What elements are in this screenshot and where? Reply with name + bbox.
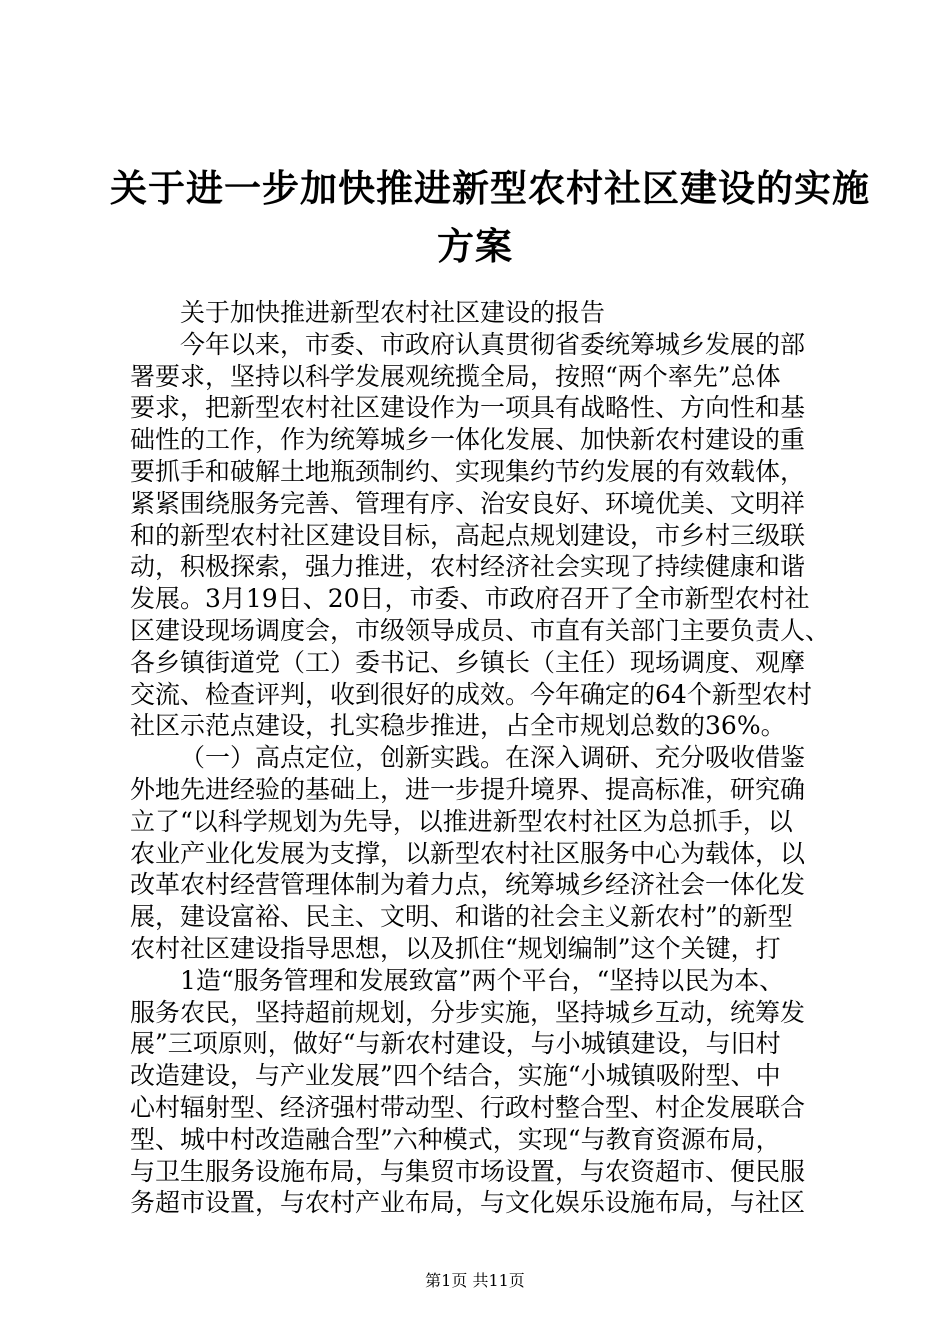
text-line: 与卫生服务设施布局，与集贸市场设置，与农资超市、便民服 xyxy=(130,1156,806,1186)
text-line: 服务农民，坚持超前规划，分步实施，坚持城乡互动，统筹发 xyxy=(130,997,806,1027)
text-line: 要求，把新型农村社区建设作为一项具有战略性、方向性和基 xyxy=(130,393,806,423)
document-title-line-2: 方案 xyxy=(437,225,513,268)
text-line: 关于加快推进新型农村社区建设的报告 xyxy=(180,298,606,327)
text-line: 展，建设富裕、民主、文明、和谐的社会主义新农村”的新型 xyxy=(130,902,793,932)
text-line: 区建设现场调度会，市级领导成员、市直有关部门主要负责人、 xyxy=(130,615,831,645)
text-line: 务超市设置，与农村产业布局，与文化娱乐设施布局，与社区 xyxy=(130,1188,806,1218)
text-line: 础性的工作，作为统筹城乡一体化发展、加快新农村建设的重 xyxy=(130,425,806,455)
document-body xyxy=(130,297,830,1219)
text-line: 社区示范点建设，扎实稳步推进，占全市规划总数的36%。 xyxy=(130,711,786,741)
text-line: 展”三项原则，做好“与新农村建设，与小城镇建设，与旧村 xyxy=(130,1029,781,1059)
text-line: 改造建设，与产业发展”四个结合，实施“小城镇吸附型、中 xyxy=(130,1061,781,1091)
text-line: 各乡镇街道党（工）委书记、乡镇长（主任）现场调度、观摩 xyxy=(130,647,806,677)
text-line: 交流、检查评判，收到很好的成效。今年确定的64个新型农村 xyxy=(130,679,812,709)
text-line: 今年以来，市委、市政府认真贯彻省委统筹城乡发展的部 xyxy=(180,329,806,359)
text-line: 立了“以科学规划为先导，以推进新型农村社区为总抓手，以 xyxy=(130,806,793,836)
text-line: 发展。3月19日、20日，市委、市政府召开了全市新型农村社 xyxy=(130,584,810,614)
text-line: （一）高点定位，创新实践。在深入调研、充分吸收借鉴 xyxy=(180,743,806,773)
text-line: 和的新型农村社区建设目标，高起点规划建设，市乡村三级联 xyxy=(130,520,806,550)
text-line: 改革农村经营管理体制为着力点，统筹城乡经济社会一体化发 xyxy=(130,870,806,900)
document-title-line-1: 关于进一步加快推进新型农村社区建设的实施 xyxy=(110,167,870,210)
page-footer: 第1页 共11页 xyxy=(425,1271,525,1290)
text-line: 紧紧围绕服务完善、管理有序、治安良好、环境优美、文明祥 xyxy=(130,488,806,518)
text-line: 外地先进经验的基础上，进一步提升境界、提高标准，研究确 xyxy=(130,774,806,804)
text-line: 署要求，坚持以科学发展观统揽全局，按照“两个率先”总体 xyxy=(130,361,781,391)
text-line: 农村社区建设指导思想，以及抓住“规划编制”这个关键，打 xyxy=(130,933,781,963)
text-line: 1造“服务管理和发展致富”两个平台，“坚持以民为本、 xyxy=(180,965,785,995)
text-line: 心村辐射型、经济强村带动型、行政村整合型、村企发展联合 xyxy=(130,1092,806,1122)
text-line: 农业产业化发展为支撑，以新型农村社区服务中心为载体，以 xyxy=(130,838,806,868)
text-line: 要抓手和破解土地瓶颈制约、实现集约节约发展的有效载体， xyxy=(130,456,806,486)
text-line: 动，积极探索，强力推进，农村经济社会实现了持续健康和谐 xyxy=(130,552,806,582)
text-line: 型、城中村改造融合型”六种模式，实现“与教育资源布局， xyxy=(130,1124,781,1154)
